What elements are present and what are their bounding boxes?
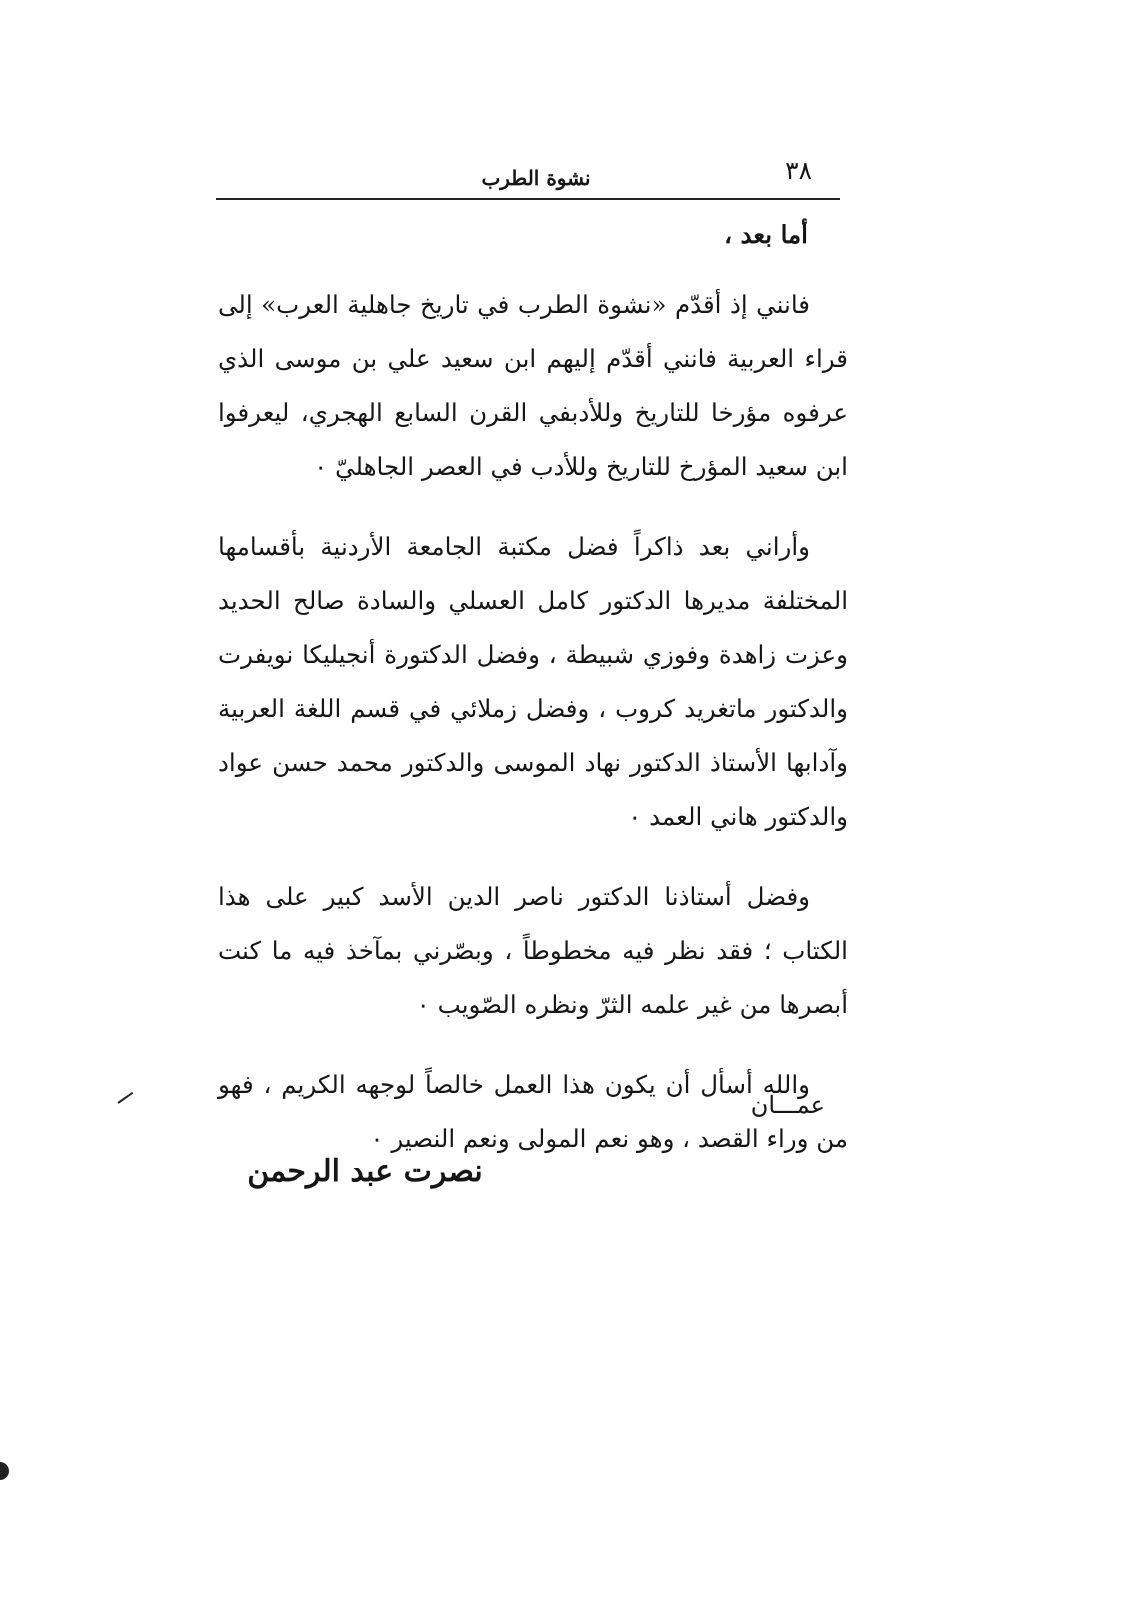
page-header (216, 150, 840, 200)
paragraph-introduction: فانني إذ أقدّم «نشوة الطرب في تاريخ جاهلية العرب» إلى قراء العربية فانني أقدّم إليهم ابن سعيد علي بن موسى الذي عرفوه مؤرخا للتاريخ وللأدبفي القرن السابع الهجري، ليعرفوا ابن سعيد المؤرخ للتاريخ وللأدب في العصر الجاهليّ ٠ (218, 290, 848, 481)
body-text (218, 208, 848, 1166)
paragraph-closing: والله أسأل أن يكون هذا العمل خالصاً لوجهه الكريم ، فهو من وراء القصد ، وهو نعم المولى ونعم النصير ٠ (218, 1070, 848, 1153)
signature-author: نصرت عبد الرحمن (247, 1154, 483, 1189)
paragraph-supervisor-thanks: وفضل أستاذنا الدكتور ناصر الدين الأسد كبير على هذا الكتاب ؛ فقد نظر فيه مخطوطاً ، وبصّرني بمآخذ فيه ما كنت أبصرها من غير علمه الثرّ ونظره الصّويب ٠ (218, 882, 848, 1019)
scan-edge-blot (0, 1462, 9, 1480)
header-rule (216, 198, 840, 200)
paragraph-acknowledgements: وأراني بعد ذاكراً فضل مكتبة الجامعة الأردنية بأقسامها المختلفة مديرها الدكتور كامل العسلي والسادة صالح الحديد وعزت زاهدة وفوزي شبيطة ، وفضل الدكتورة أنجيليكا نويفرت والدكتور ماتغريد كروب ، وفضل زملائي في قسم اللغة العربية وآدابها الأستاذ الدكتور نهاد الموسى والدكتور محمد حسن عواد والدكتور هاني العمد ٠ (218, 532, 848, 831)
opening-line: أما بعد ، (724, 220, 808, 249)
signature-place: عمـــان (750, 1091, 825, 1119)
running-head: نشوة الطرب (481, 166, 591, 190)
page-number: ٣٨ (785, 156, 812, 185)
scan-mark (117, 1092, 133, 1104)
